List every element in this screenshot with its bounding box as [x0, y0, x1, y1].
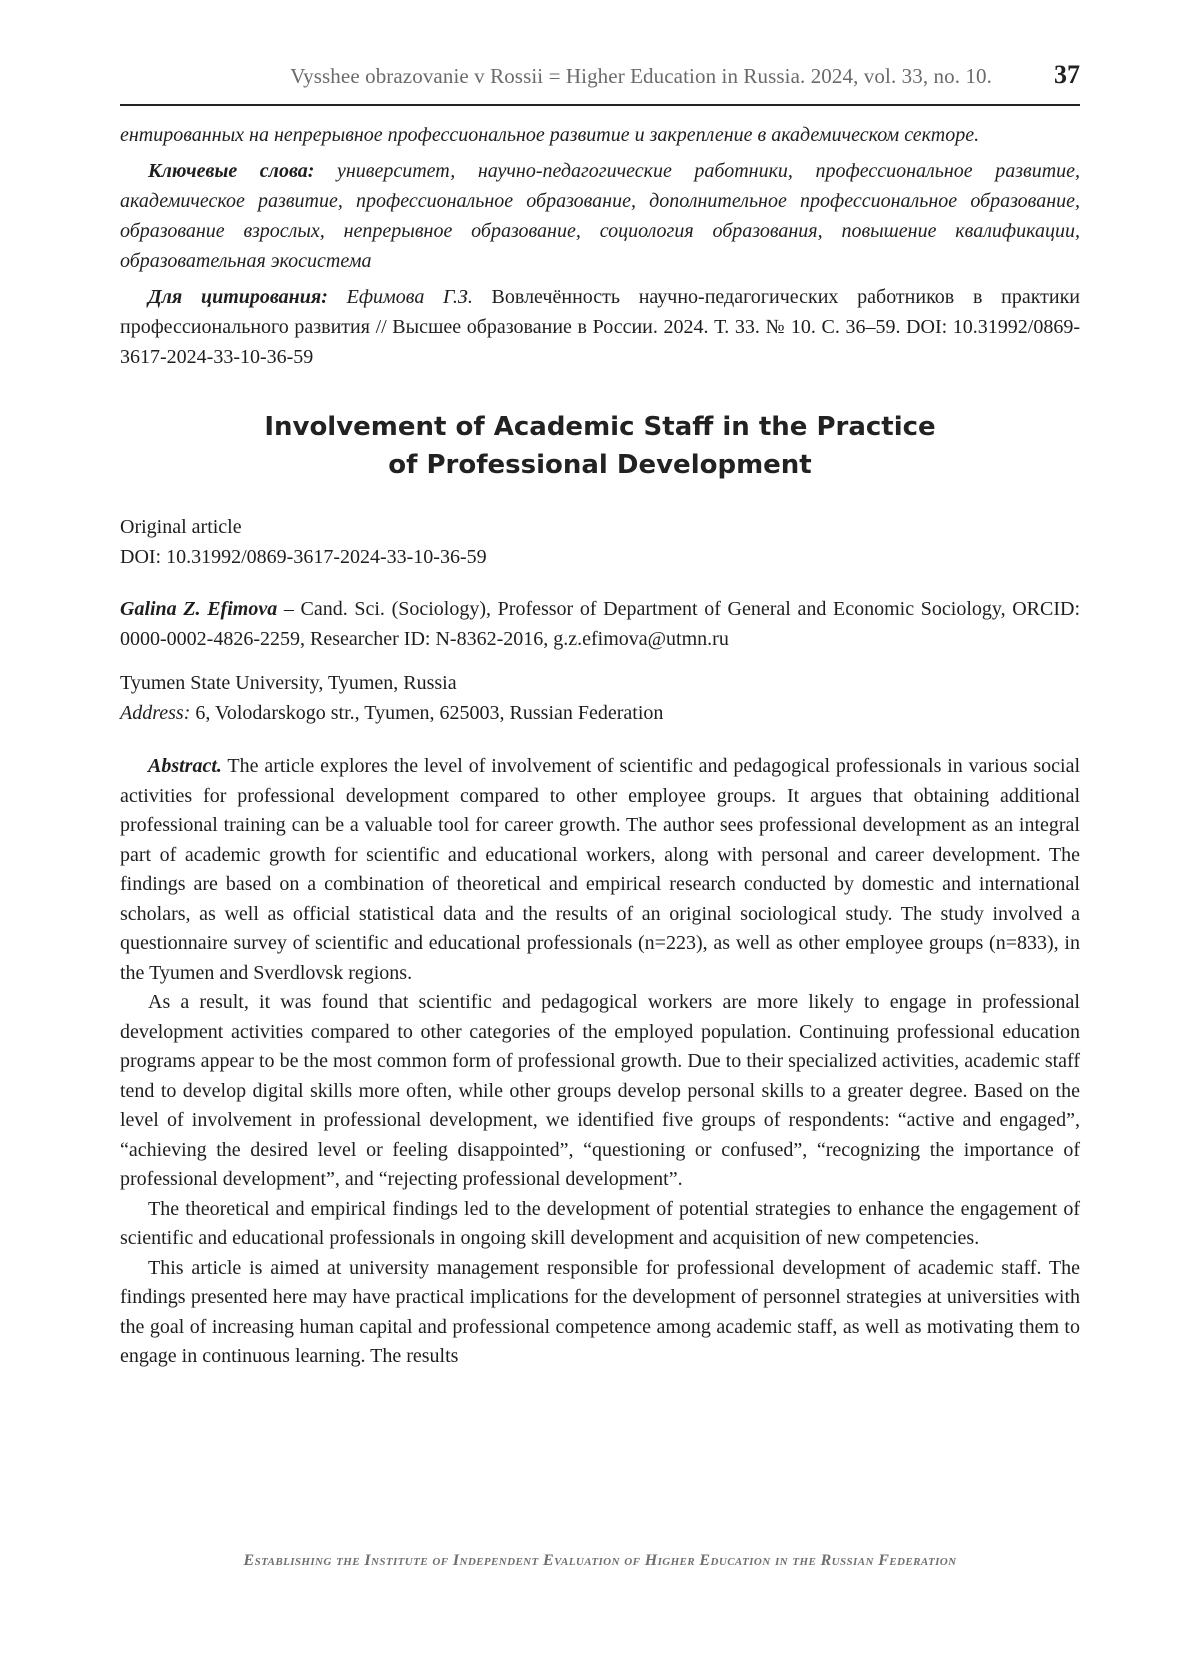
address-label: Address:: [120, 702, 191, 724]
affiliation: [120, 668, 1080, 728]
author-name: Galina Z. Efimova: [120, 598, 278, 620]
affiliation-address: [120, 698, 1080, 728]
ru-citation: [120, 282, 1080, 372]
ru-citation-label: Для цитирования:: [148, 286, 328, 308]
author-info: [120, 594, 1080, 654]
abstract: [120, 752, 1080, 1372]
article-title-line2: of Professional Development: [388, 450, 812, 480]
ru-abstract-tail: ентированных на непрерывное профессиональное развитие и закрепление в академическом секторе.: [120, 124, 980, 146]
ru-keywords-label: Ключевые слова:: [148, 160, 315, 182]
ru-citation-author: Ефимова Г.З.: [327, 286, 473, 308]
article-doi: DOI: 10.31992/0869-3617-2024-33-10-36-59: [120, 546, 487, 568]
running-footer: Establishing the Institute of Independent Evaluation of Higher Education in the Russian Federation: [243, 1552, 957, 1569]
running-header: [120, 58, 1080, 106]
abstract-paragraph-3: The theoretical and empirical findings led to the development of potential strategies to enhance the engagement of scientific and educational professionals in ongoing skill development and acquisition of new competencies.: [120, 1197, 1080, 1249]
journal-citation: Vysshee obrazovanie v Rossii = Higher Education in Russia. 2024, vol. 33, no. 10.: [290, 64, 992, 88]
author-details: – Cand. Sci. (Sociology), Professor of Department of General and Economic Sociology, ORCID: 0000-0002-4826-2259, Researcher ID: N-8362-2016, g.z.efimova@utmn.ru: [120, 598, 1081, 650]
abstract-paragraph-4: This article is aimed at university management responsible for professional development of academic staff. The findings presented here may have practical implications for the development of personnel strategies at universities with the goal of increasing human capital and professional competence among academic staff, as well as motivating them to engage in continuous learning. The results: [120, 1256, 1080, 1367]
article-title: [120, 408, 1080, 484]
abstract-paragraph-2: As a result, it was found that scientific and pedagogical workers are more likely to engage in professional development activities compared to other categories of the employed population. Continuing professional education programs appear to be the most common form of professional growth. Due to their specialized activities, academic staff tend to develop digital skills more often, while other groups develop personal skills to a greater degree. Based on the level of involvement in professional development, we identified five groups of respondents: “active and engaged”, “achieving the desired level or feeling disappointed”, “questioning or confused”, “recognizing the importance of professional development”, and “rejecting professional development”.: [120, 991, 1080, 1190]
abstract-paragraph-1: [120, 752, 1080, 988]
page-number: 37: [1054, 60, 1080, 89]
abstract-label: Abstract.: [148, 755, 222, 777]
ru-keywords: [120, 156, 1080, 276]
abstract-p1-text: The article explores the level of involvement of scientific and pedagogical professionals in various social activities for professional development compared to other employee groups. It argues that obtaining additional professional training can be a valuable tool for career growth. The author sees professional development as an integral part of academic growth for scientific and educational workers, along with personal and career development. The findings are based on a combination of theoretical and empirical research conducted by domestic and international scholars, as well as official statistical data and the results of an original sociological study. The study involved a questionnaire survey of scientific and educational professionals (n=223), as well as other employee groups (n=833), in the Tyumen and Sverdlovsk regions.: [120, 755, 1080, 984]
article-meta: [120, 512, 1080, 572]
article-type: Original article: [120, 516, 242, 538]
article-title-line1: Involvement of Academic Staff in the Practice: [264, 412, 936, 442]
ru-citation-text: Вовлечённость научно-педагогических работников в практики профессионального развития // Высшее образование в России. 2024. Т. 33. № 10. С. 36–59. DOI: 10.31992/0869-3617-2024-33-10-36-59: [120, 286, 1081, 368]
affiliation-institution: Tyumen State University, Tyumen, Russia: [120, 672, 457, 694]
page-content: [120, 120, 1080, 1372]
ru-keywords-text: университет, научно-педагогические работники, профессиональное развитие, академическое развитие, профессиональное образование, дополнительное профессиональное образование, образование взрослых, непрерывное образование, социология образования, повышение квалификации, образовательная экосистема: [120, 160, 1081, 272]
address-text: 6, Volodarskogo str., Tyumen, 625003, Russian Federation: [190, 702, 664, 724]
